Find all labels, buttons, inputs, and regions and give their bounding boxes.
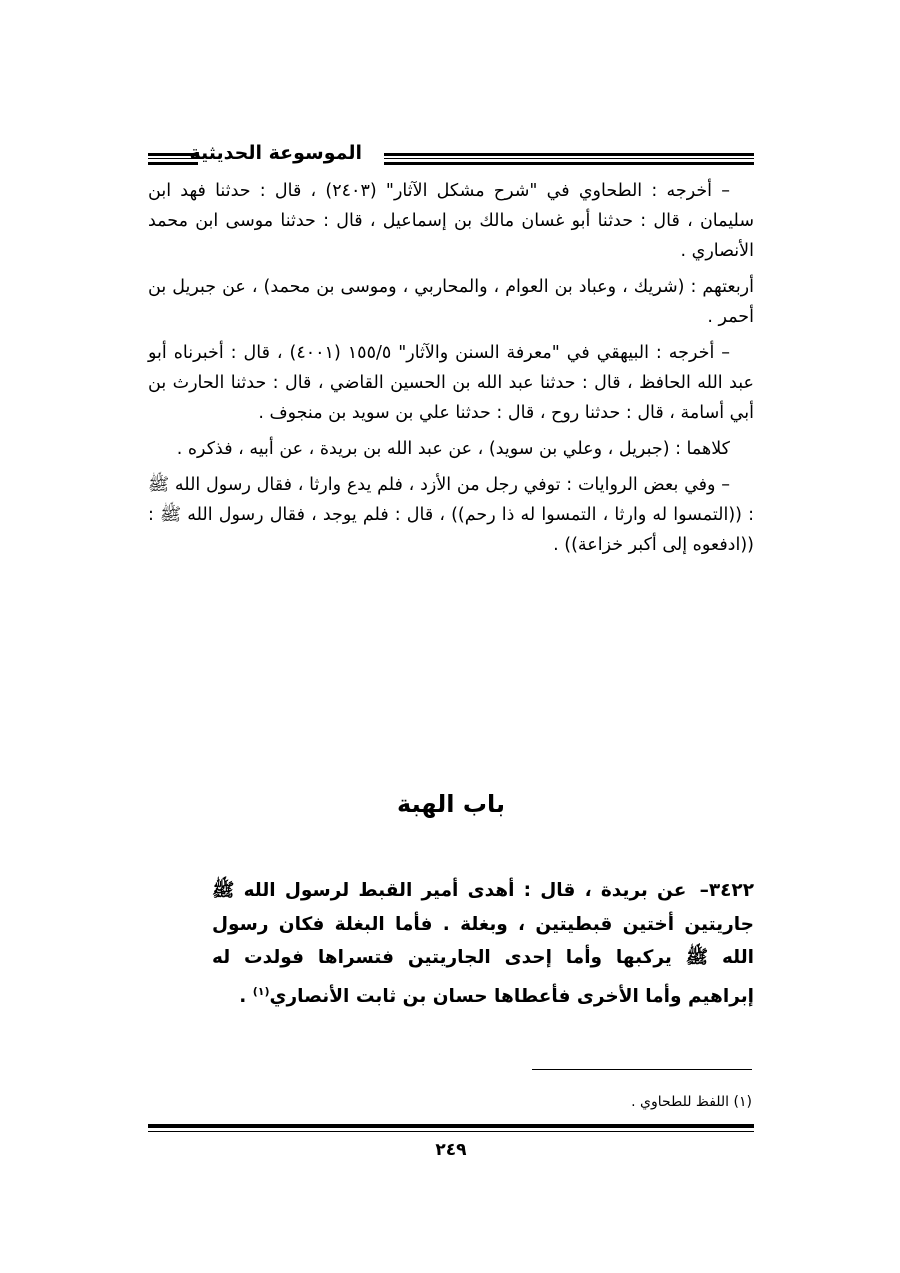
header-rule bbox=[148, 153, 198, 156]
paragraph: – أخرجه : البيهقي في "معرفة السنن والآثار" ١٥٥/٥ (٤٠٠١) ، قال : أخبرناه أبو عبد الله الحافظ ، قال : حدثنا عبد الله بن الحسين القاضي ، قال : حدثنا الحارث بن أبي أسامة ، قال : حدثنا روح ، قال : حدثنا علي بن سويد بن منجوف . bbox=[148, 343, 754, 423]
header-rule bbox=[384, 158, 754, 159]
section-title: باب الهبة bbox=[397, 790, 505, 818]
body-text bbox=[148, 176, 754, 566]
hadith-entry bbox=[212, 874, 754, 1013]
footer-rule bbox=[148, 1124, 754, 1136]
running-header bbox=[148, 138, 754, 176]
header-rule bbox=[384, 153, 754, 156]
footer-rule-thick bbox=[148, 1124, 754, 1128]
footnote-separator bbox=[532, 1069, 752, 1070]
header-title: الموسوعة الحديثية bbox=[180, 142, 373, 164]
header-rule bbox=[384, 162, 754, 165]
header-rule bbox=[148, 158, 198, 159]
footer-rule-thin bbox=[148, 1131, 754, 1132]
footnote: (١) اللفظ للطحاوي . bbox=[631, 1094, 752, 1110]
header-rule bbox=[148, 162, 198, 165]
paragraph: – وفي بعض الروايات : توفي رجل من الأزد ، فلم يدع وارثا ، فقال رسول الله ﷺ : ((التمسوا له وارثا ، التمسوا له ذا رحم)) ، قال : فلم يوجد ، فقال رسول الله ﷺ : ((ادفعوه إلى أكبر خزاعة)) . bbox=[148, 475, 754, 555]
paragraph: – أخرجه : الطحاوي في "شرح مشكل الآثار" (٢٤٠٣) ، قال : حدثنا فهد ابن سليمان ، قال : حدثنا أبو غسان مالك بن إسماعيل ، قال : حدثنا موسى ابن محمد الأنصاري . bbox=[148, 181, 754, 261]
footnote-marker: (١) bbox=[252, 984, 270, 998]
hadith-number: ٣٤٢٢– bbox=[699, 880, 754, 901]
page-number: ٢٤٩ bbox=[435, 1140, 467, 1160]
hadith-text: عن بريدة ، قال : أهدى أمير القبط لرسول الله ﷺ جاريتين أختين قبطيتين ، وبغلة . فأما البغلة فكان رسول الله ﷺ يركبها وأما إحدى الجاريتين فتسراها فولدت له إبراهيم وأما الأخرى فأعطاها حسان بن ثابت الأنصاري bbox=[212, 880, 754, 1007]
hadith-ending: . bbox=[239, 985, 253, 1007]
paragraph: كلاهما : (جبريل ، وعلي بن سويد) ، عن عبد الله بن بريدة ، عن أبيه ، فذكره . bbox=[176, 439, 730, 459]
paragraph: أربعتهم : (شريك ، وعباد بن العوام ، والمحاربي ، وموسى بن محمد) ، عن جبريل بن أحمر . bbox=[148, 277, 754, 327]
